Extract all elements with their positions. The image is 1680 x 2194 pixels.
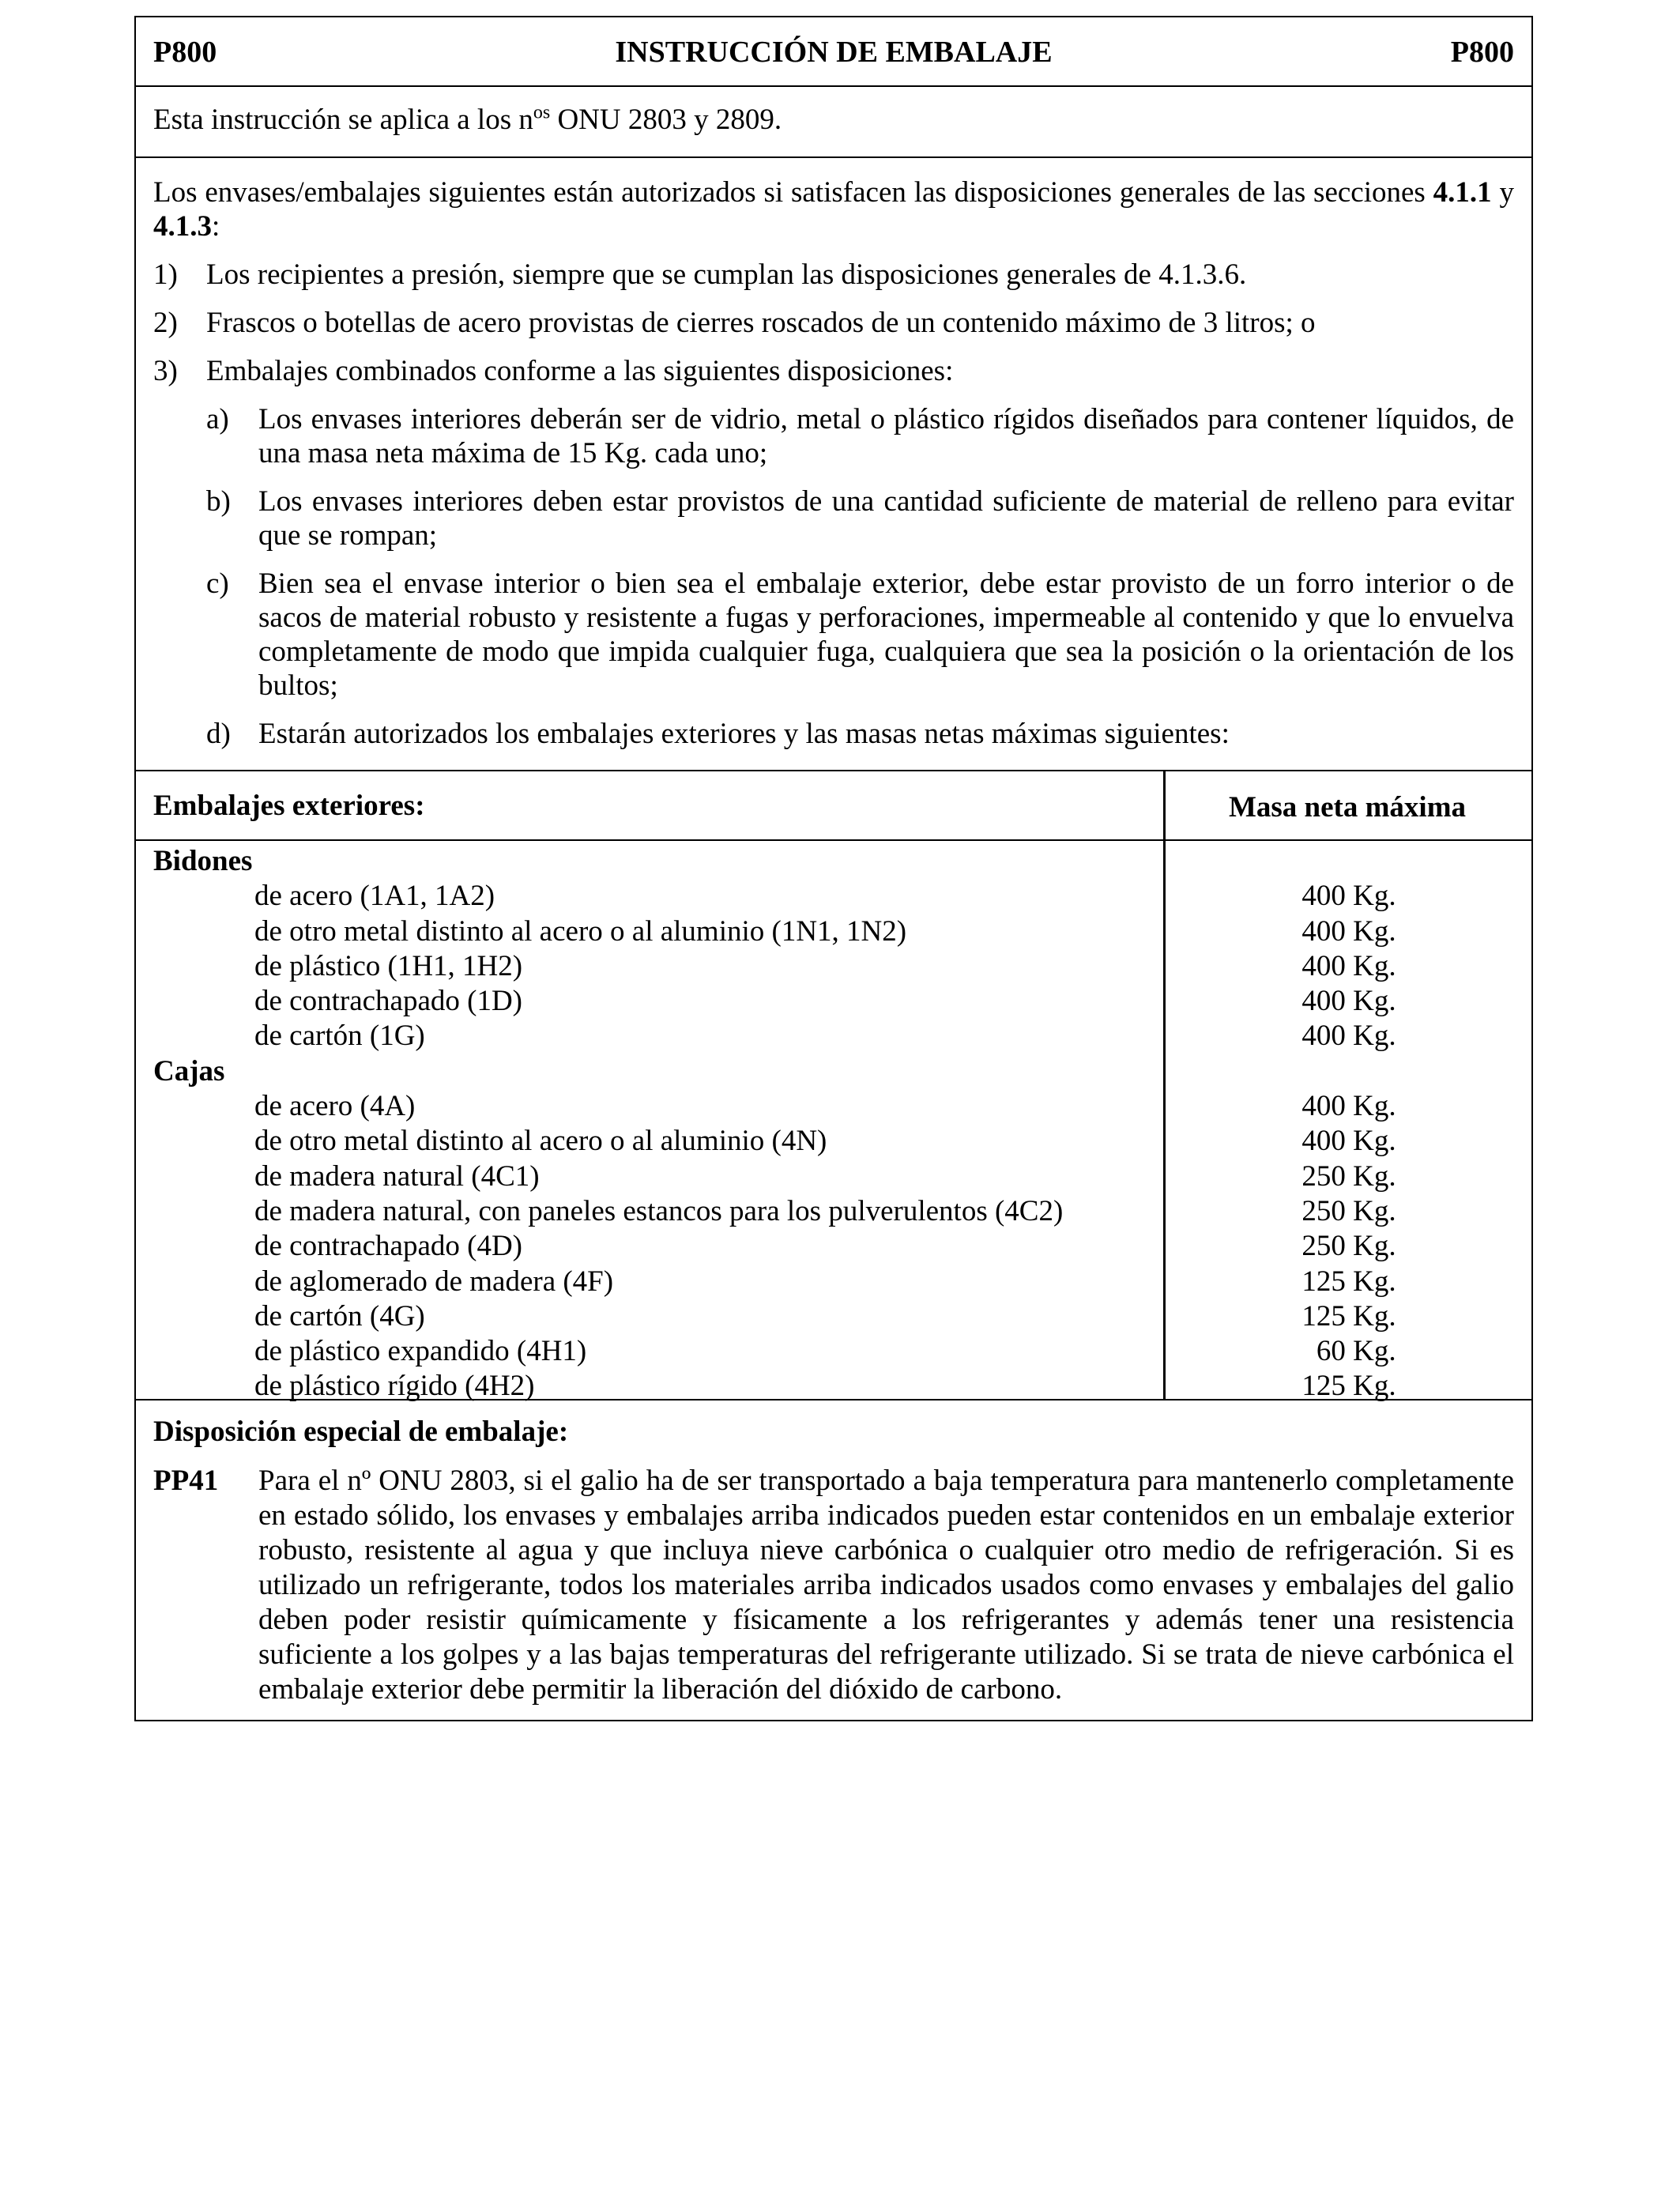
packaging-mass: 125 Kg. [1301,1370,1396,1403]
special-provision-code: PP41 [153,1465,219,1497]
packaging-desc: de contrachapado (1D) [254,985,522,1018]
instruction-header [136,17,1531,87]
packaging-mass: 400 Kg. [1301,1125,1396,1158]
packaging-desc: de acero (4A) [254,1090,416,1123]
packaging-desc: de aglomerado de madera (4F) [254,1265,614,1298]
intro-paragraph [153,175,1514,243]
packaging-desc: de cartón (1G) [254,1020,425,1053]
group-name-boxes: Cajas [153,1054,225,1088]
packaging-desc: de madera natural (4C1) [254,1159,540,1193]
table-row [136,1194,1531,1229]
table-row [136,1299,1531,1334]
packing-instruction-frame [134,16,1533,1721]
packaging-mass: 125 Kg. [1301,1299,1396,1333]
table-row [136,1229,1531,1264]
packaging-desc: de plástico rígido (4H2) [254,1370,535,1403]
subitem-text: Los envases interiores deben estar provistos de una cantidad suficiente de material de relleno para evitar que se rompan; [258,485,1514,552]
packagings-table-body [136,841,1531,1403]
table-row [136,914,1531,949]
subitem-letter: c) [206,567,229,600]
instruction-title: INSTRUCCIÓN DE EMBALAJE [615,36,1053,69]
intro-mid: y [1491,176,1515,209]
table-row [136,984,1531,1019]
intro-section-1: 4.1.1 [1433,176,1492,209]
item-text: Frascos o botellas de acero provistas de cierres roscados de un contenido máximo de 3 litros; o [206,307,1316,339]
item-number: 3) [153,355,178,387]
intro-section-2: 4.1.3 [153,210,212,243]
packaging-mass: 250 Kg. [1301,1159,1396,1193]
packaging-desc: de acero (1A1, 1A2) [254,880,495,913]
table-row [136,1019,1531,1054]
table-row [136,1369,1531,1404]
table-group-row [136,1054,1531,1089]
item-text: Embalajes combinados conforme a las siguientes disposiciones: [206,355,954,387]
item-text: Los recipientes a presión, siempre que se cumplan las disposiciones generales de 4.1.3.6. [206,258,1247,291]
table-row [136,1089,1531,1124]
packaging-mass: 400 Kg. [1301,1090,1396,1123]
special-packing-provision [136,1400,1531,1720]
item-number: 1) [153,258,178,291]
list-item [153,258,1514,292]
table-row [136,1124,1531,1159]
packaging-mass: 400 Kg. [1301,1020,1396,1053]
applicability-statement [136,87,1531,158]
packagings-table-header [136,771,1531,841]
authorized-packagings [136,158,1531,771]
subitem-letter: a) [206,403,229,435]
applies-superscript: os [533,102,551,123]
special-provision-title: Disposición especial de embalaje: [153,1416,569,1448]
table-row [136,949,1531,984]
table-row [136,1334,1531,1369]
special-provision-text: Para el nº ONU 2803, si el galio ha de ser transportado a baja temperatura para mantenerlo completamente en estado sólido, los envases y embalajes arriba indicados pueden estar contenidos en un embalaje exterior robusto, resistente al agua y que incluya nieve carbónica o cualquier otro medio de refrigeración. Si es utilizado un refrigerante, todos los materiales arriba indicados usados como envases y embalajes del galio deben poder resistir químicamente y físicamente a los refrigerantes y además tener una resistencia suficiente a los golpes y a las bajas temperaturas del refrigerante utilizado. Si se trata de nieve carbónica el embalaje exterior debe permitir la liberación del dióxido de carbono. [258,1465,1514,1706]
instruction-code-left: P800 [153,36,217,69]
intro-text: Los envases/embalajes siguientes están autorizados si satisfacen las disposiciones generales de las secciones [153,176,1433,209]
packaging-mass-value: 60 Kg. [1316,1335,1396,1368]
intro-end: : [212,210,220,243]
sub-list-item [153,402,1514,470]
packaging-desc: de cartón (4G) [254,1299,425,1333]
packaging-desc: de otro metal distinto al acero o al aluminio (4N) [254,1125,827,1158]
table-row [136,1265,1531,1299]
packaging-desc: de otro metal distinto al acero o al aluminio (1N1, 1N2) [254,914,907,948]
table-row [136,879,1531,914]
packaging-mass: 400 Kg. [1301,949,1396,982]
applies-text: Esta instrucción se aplica a los n [153,104,533,136]
special-provision-item [153,1464,1514,1707]
table-group-row [136,844,1531,879]
sub-list-item [153,717,1514,751]
packaging-mass: 250 Kg. [1301,1230,1396,1263]
packaging-mass: 400 Kg. [1301,914,1396,948]
max-net-mass-header: Masa neta máxima [1228,791,1467,824]
subitem-letter: b) [206,485,231,518]
group-name-drums: Bidones [153,845,253,877]
list-item [153,354,1514,388]
packaging-desc: de plástico (1H1, 1H2) [254,949,523,982]
subitem-text: Estarán autorizados los embalajes exteriores y las masas netas máximas siguientes: [258,718,1230,750]
subitem-text: Bien sea el envase interior o bien sea el embalaje exterior, debe estar provisto de un forro interior o de sacos de material robusto y resistente a fugas y perforaciones, impermeable al contenido y que lo envuelva completamente de modo que impida cualquier fuga, cualquiera que sea la posición o la orientación de los bultos; [258,567,1514,702]
packaging-mass: 400 Kg. [1301,985,1396,1018]
subitem-text: Los envases interiores deberán ser de vidrio, metal o plástico rígidos diseñados para contener líquidos, de una masa neta máxima de 15 Kg. cada uno; [258,403,1514,469]
packaging-mass: 400 Kg. [1301,880,1396,913]
table-row [136,1159,1531,1194]
sub-list-item [153,567,1514,703]
packaging-mass: 250 Kg. [1301,1194,1396,1227]
item-number: 2) [153,307,178,339]
packaging-desc: de plástico expandido (4H1) [254,1335,587,1368]
instruction-code-right: P800 [1450,36,1514,69]
packaging-mass: 125 Kg. [1301,1265,1396,1298]
packaging-mass [1163,1334,1535,1369]
list-item [153,306,1514,340]
subitem-letter: d) [206,718,231,750]
sub-list-item [153,484,1514,552]
packaging-desc: de contrachapado (4D) [254,1230,522,1263]
packagings-rows [136,844,1531,1404]
packaging-desc: de madera natural, con paneles estancos para los pulverulentos (4C2) [254,1194,1064,1227]
applies-numbers: ONU 2803 y 2809. [550,104,782,136]
outer-packagings-header: Embalajes exteriores: [153,790,425,822]
